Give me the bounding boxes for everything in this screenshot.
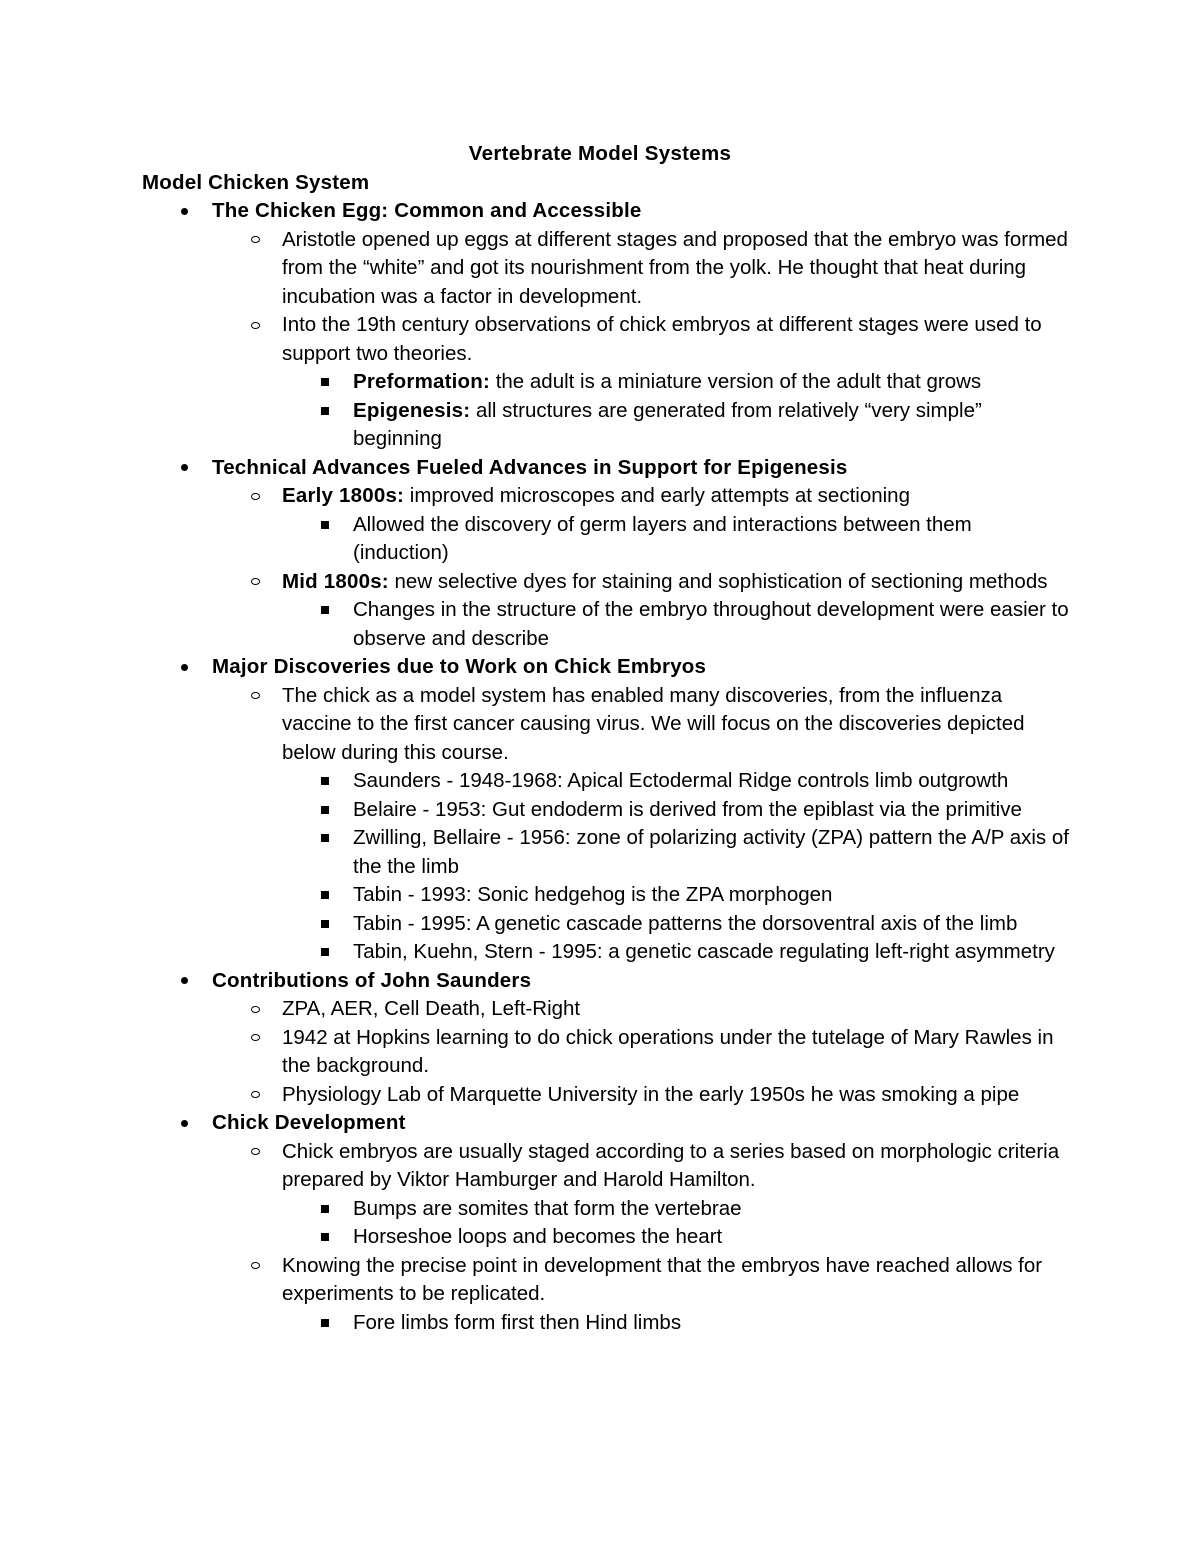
- item-text: Zwilling, Bellaire - 1956: zone of polarizing activity (ZPA) pattern the A/P axis of the the limb: [353, 826, 1069, 878]
- item-text: Knowing the precise point in development that the embryos have reached allows for experiments to be replicated.: [282, 1253, 1043, 1305]
- term-label: Early 1800s:: [282, 484, 405, 507]
- disc-bullet-icon: [174, 454, 194, 483]
- square-bullet-icon: [315, 596, 335, 625]
- outline-subitem: [142, 596, 1072, 653]
- outline-item: [142, 482, 1072, 511]
- hollow-circle-icon: [251, 1006, 260, 1013]
- item-text: Tabin - 1993: Sonic hedgehog is the ZPA morphogen: [353, 883, 833, 906]
- square-bullet-icon: [315, 1223, 335, 1252]
- circle-bullet-icon: [245, 311, 265, 340]
- square-bullet-icon: [315, 1309, 335, 1338]
- hollow-circle-icon: [251, 1262, 260, 1269]
- outline-section: [142, 967, 1072, 996]
- item-text: new selective dyes for staining and sophistication of sectioning methods: [388, 569, 1048, 593]
- hollow-circle-icon: [251, 493, 260, 500]
- hollow-circle-icon: [251, 236, 260, 243]
- circle-bullet-icon: [245, 995, 265, 1024]
- outline-item: [142, 1252, 1072, 1309]
- square-bullet-icon: [315, 767, 335, 796]
- outline-list: [142, 197, 1072, 1337]
- item-text: Belaire - 1953: Gut endoderm is derived from the epiblast via the primitive: [353, 797, 1022, 821]
- filled-disc-icon: [181, 464, 188, 471]
- filled-disc-icon: [181, 664, 188, 671]
- item-text: the adult is a miniature version of the adult that grows: [490, 370, 982, 393]
- outline-subitem: [142, 1309, 1072, 1338]
- item-text: Bumps are somites that form the vertebrae: [353, 1196, 742, 1220]
- hollow-circle-icon: [251, 1148, 260, 1155]
- filled-square-icon: [321, 806, 329, 814]
- circle-bullet-icon: [245, 1024, 265, 1053]
- square-bullet-icon: [315, 938, 335, 967]
- filled-square-icon: [321, 378, 329, 386]
- section-heading: Model Chicken System: [142, 171, 370, 194]
- square-bullet-icon: [315, 881, 335, 910]
- outline-subitem: [142, 767, 1072, 796]
- square-bullet-icon: [315, 1195, 335, 1224]
- square-bullet-icon: [315, 368, 335, 397]
- hollow-circle-icon: [251, 692, 260, 699]
- outline-subitem: [142, 368, 1072, 397]
- disc-bullet-icon: [174, 1109, 194, 1138]
- document-title: Vertebrate Model Systems: [468, 142, 732, 165]
- filled-disc-icon: [181, 1120, 188, 1127]
- outline-subitem: [142, 1223, 1072, 1252]
- filled-square-icon: [321, 948, 329, 956]
- circle-bullet-icon: [245, 226, 265, 255]
- square-bullet-icon: [315, 511, 335, 540]
- square-bullet-icon: [315, 796, 335, 825]
- outline-item: [142, 995, 1072, 1024]
- filled-square-icon: [321, 891, 329, 899]
- circle-bullet-icon: [245, 682, 265, 711]
- item-text: ZPA, AER, Cell Death, Left-Right: [282, 997, 581, 1020]
- term-label: Mid 1800s:: [282, 569, 389, 593]
- disc-bullet-icon: [174, 967, 194, 996]
- section-label: The Chicken Egg: Common and Accessible: [212, 199, 642, 222]
- outline-item: [142, 682, 1072, 768]
- item-text: Chick embryos are usually staged according to a series based on morphologic criteria prepared by Viktor Hamburger and Harold Hamilton.: [282, 1139, 1060, 1191]
- outline-subitem: [142, 796, 1072, 825]
- outline-section: [142, 454, 1072, 483]
- item-text: Tabin - 1995: A genetic cascade patterns the dorsoventral axis of the limb: [353, 911, 1018, 935]
- disc-bullet-icon: [174, 653, 194, 682]
- term-label: Preformation:: [353, 370, 491, 393]
- filled-disc-icon: [181, 977, 188, 984]
- section-label: Technical Advances Fueled Advances in Support for Epigenesis: [212, 455, 848, 479]
- filled-square-icon: [321, 1319, 329, 1327]
- square-bullet-icon: [315, 397, 335, 426]
- hollow-circle-icon: [251, 578, 260, 585]
- section-label: Major Discoveries due to Work on Chick Embryos: [212, 655, 707, 678]
- square-bullet-icon: [315, 910, 335, 939]
- filled-disc-icon: [181, 208, 188, 215]
- circle-bullet-icon: [245, 482, 265, 511]
- item-text: Changes in the structure of the embryo throughout development were easier to observe and describe: [353, 598, 1069, 650]
- section-label: Chick Development: [212, 1111, 406, 1134]
- hollow-circle-icon: [251, 1091, 260, 1098]
- square-bullet-icon: [315, 824, 335, 853]
- circle-bullet-icon: [245, 1081, 265, 1110]
- outline-subitem: [142, 938, 1072, 967]
- outline-subitem: [142, 824, 1072, 881]
- outline-item: [142, 1138, 1072, 1195]
- item-text: Saunders - 1948-1968: Apical Ectodermal Ridge controls limb outgrowth: [353, 769, 1009, 792]
- filled-square-icon: [321, 834, 329, 842]
- hollow-circle-icon: [251, 322, 260, 329]
- outline-subitem: [142, 910, 1072, 939]
- circle-bullet-icon: [245, 568, 265, 597]
- term-label: Epigenesis:: [353, 398, 471, 422]
- outline-section: [142, 1109, 1072, 1138]
- circle-bullet-icon: [245, 1252, 265, 1281]
- filled-square-icon: [321, 1205, 329, 1213]
- outline-item: [142, 311, 1072, 368]
- outline-section: [142, 197, 1072, 226]
- outline-item: [142, 568, 1072, 597]
- filled-square-icon: [321, 1233, 329, 1241]
- item-text: improved microscopes and early attempts at sectioning: [404, 484, 910, 507]
- outline-item: [142, 1081, 1072, 1110]
- filled-square-icon: [321, 777, 329, 785]
- item-text: Horseshoe loops and becomes the heart: [353, 1225, 723, 1248]
- item-text: Fore limbs form first then Hind limbs: [353, 1310, 682, 1334]
- filled-square-icon: [321, 407, 329, 415]
- outline-subitem: [142, 397, 1072, 454]
- item-text: Aristotle opened up eggs at different stages and proposed that the embryo was formed from the “white” and got its nourishment from the yolk. He thought that heat during incubation was a factor in development.: [282, 227, 1068, 308]
- circle-bullet-icon: [245, 1138, 265, 1167]
- item-text: Tabin, Kuehn, Stern - 1995: a genetic cascade regulating left-right asymmetry: [353, 940, 1055, 963]
- filled-square-icon: [321, 521, 329, 529]
- item-text: Physiology Lab of Marquette University in the early 1950s he was smoking a pipe: [282, 1082, 1020, 1106]
- disc-bullet-icon: [174, 197, 194, 226]
- item-text: The chick as a model system has enabled many discoveries, from the influenza vaccine to the first cancer causing virus. We will focus on the discoveries depicted below during this course.: [282, 683, 1025, 764]
- filled-square-icon: [321, 920, 329, 928]
- item-text: 1942 at Hopkins learning to do chick operations under the tutelage of Mary Rawles in the background.: [282, 1025, 1054, 1077]
- item-text: all structures are generated from relatively “very simple” beginning: [353, 398, 982, 450]
- outline-subitem: [142, 1195, 1072, 1224]
- outline-section: [142, 653, 1072, 682]
- outline-item: [142, 1024, 1072, 1081]
- outline-item: [142, 226, 1072, 312]
- section-label: Contributions of John Saunders: [212, 968, 532, 992]
- hollow-circle-icon: [251, 1034, 260, 1041]
- outline-subitem: [142, 511, 1072, 568]
- item-text: Allowed the discovery of germ layers and interactions between them (induction): [353, 512, 972, 564]
- item-text: Into the 19th century observations of chick embryos at different stages were used to support two theories.: [282, 313, 1042, 365]
- filled-square-icon: [321, 606, 329, 614]
- outline-subitem: [142, 881, 1072, 910]
